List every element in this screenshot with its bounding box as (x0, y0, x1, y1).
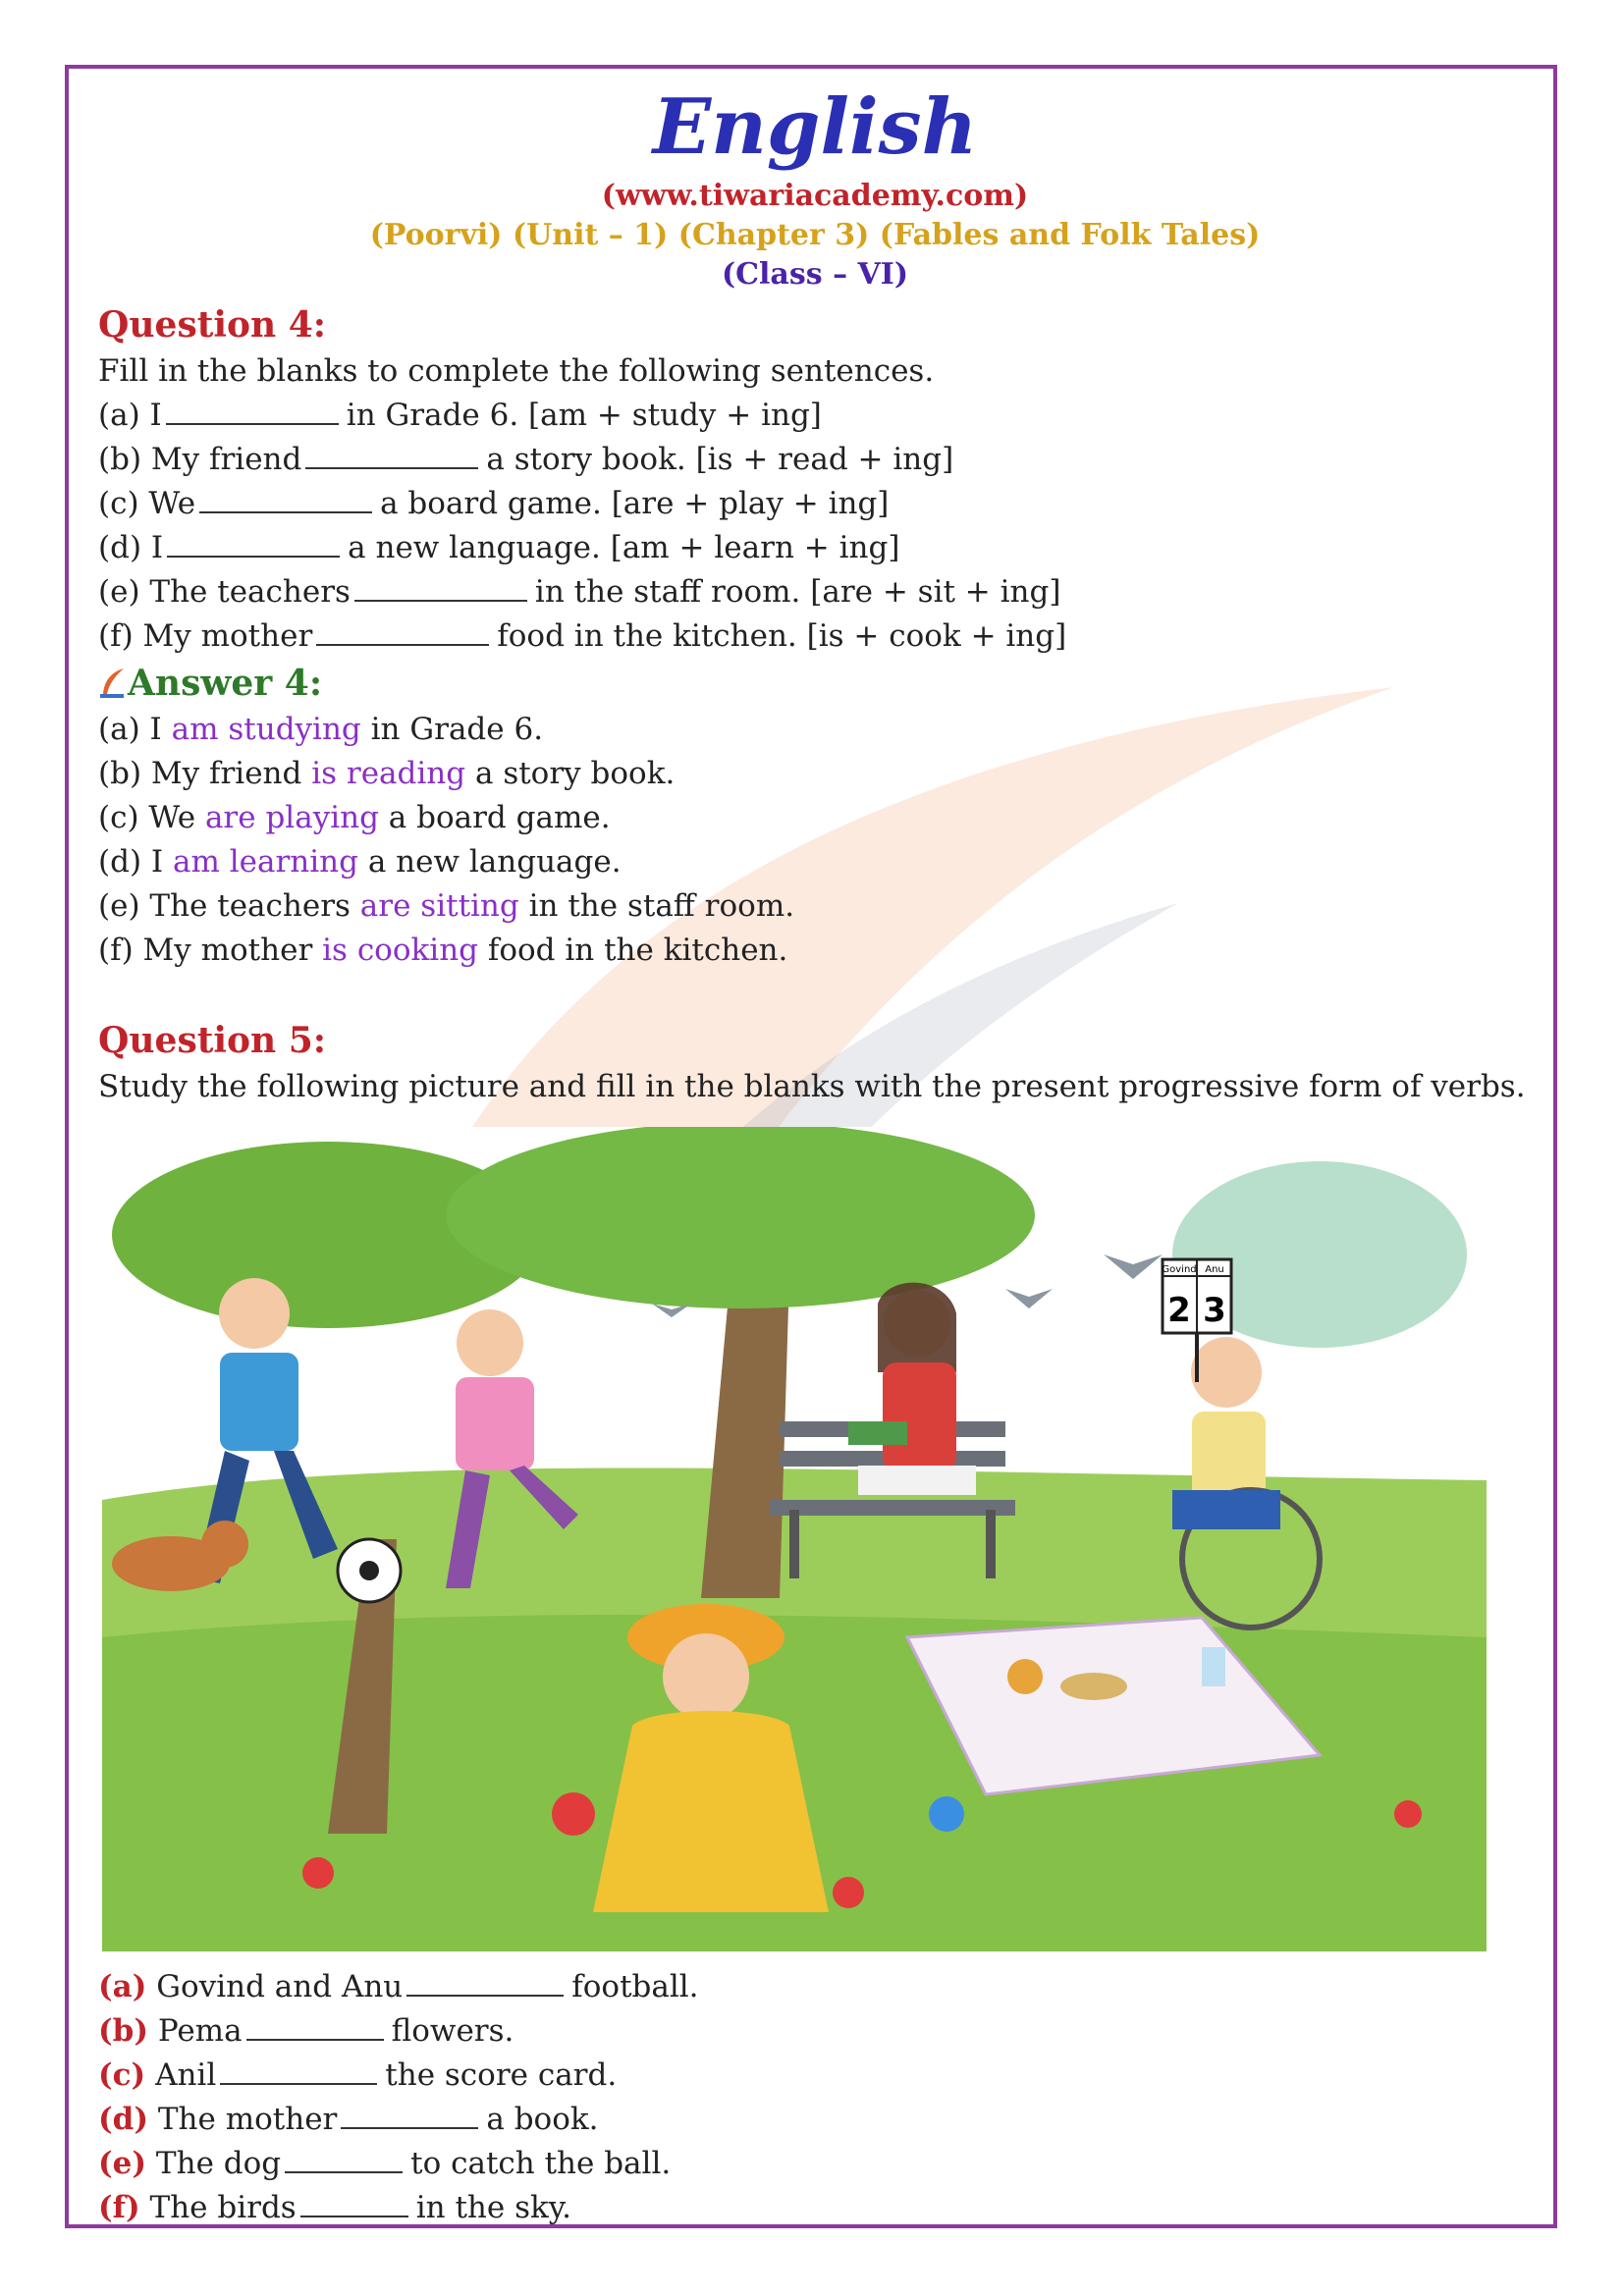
answer-highlight: is reading (311, 756, 466, 791)
question-4-item (98, 526, 1532, 570)
answer-prefix: (e) The teachers (98, 888, 360, 924)
answer-suffix: a board game. (378, 800, 611, 835)
question-4-heading: Question 4: (98, 304, 327, 346)
item-prefix: Govind and Anu (156, 1969, 404, 2004)
answer-highlight: are sitting (359, 888, 519, 924)
item-suffix: in the sky. (415, 2190, 572, 2225)
answer-highlight: is cooking (322, 933, 479, 968)
question-4-item (98, 438, 1532, 482)
item-suffix: in the staff room. [are + sit + ing] (534, 574, 1061, 610)
item-prefix: The dog (155, 2146, 282, 2181)
item-suffix: to catch the ball. (410, 2146, 672, 2181)
book (848, 1421, 907, 1445)
answer-highlight: am studying (171, 712, 361, 747)
answer-highlight: are playing (204, 800, 379, 835)
item-label: (b) (98, 2013, 149, 2049)
item-label: (e) (98, 2146, 147, 2181)
item-label: (f) (98, 2190, 140, 2225)
fill-blank (220, 2057, 377, 2085)
fill-blank (199, 486, 372, 513)
answer-prefix: (f) My mother (98, 933, 323, 968)
fill-blank (406, 1969, 564, 1997)
chapter-info: (Poorvi) (Unit – 1) (Chapter 3) (Fables and Folk Tales) (369, 218, 1261, 252)
answer-suffix: in the staff room. (518, 888, 795, 924)
flower (1394, 1800, 1422, 1828)
item-label: (c) (98, 2057, 146, 2093)
item-label: (d) (98, 2102, 149, 2137)
answer-4-item (98, 840, 1532, 884)
answer-4-item (98, 796, 1532, 840)
flower (302, 1857, 334, 1889)
answer-4-item (98, 929, 1532, 973)
item-prefix: The birds (149, 2190, 297, 2225)
answer-4-title: Answer 4: (128, 663, 323, 704)
answer-4-item (98, 708, 1532, 752)
question-5-instruction: Study the following picture and fill in the blanks with the present progressive form of verbs. (98, 1069, 1526, 1104)
question-4-item (98, 482, 1532, 526)
item-prefix: (c) We (98, 486, 196, 521)
answer-highlight: am learning (173, 844, 358, 880)
question-5-item (98, 2186, 1532, 2230)
question-4-item (98, 614, 1532, 659)
park-illustration (102, 1127, 1487, 1951)
answer-suffix: in Grade 6. (360, 712, 544, 747)
score-card-left-name: Govind (1162, 1264, 1197, 1275)
question-5-list (98, 1965, 1532, 2230)
fill-blank (300, 2190, 408, 2217)
website-link[interactable]: (www.tiwariacademy.com) (601, 179, 1029, 213)
anu-figure (457, 1309, 523, 1376)
fill-blank (316, 618, 489, 646)
item-suffix: a book. (486, 2102, 599, 2137)
item-suffix: a story book. [is + read + ing] (486, 442, 954, 477)
fill-blank (305, 442, 478, 469)
answer-4-item (98, 752, 1532, 796)
item-suffix: flowers. (391, 2013, 514, 2049)
answer-suffix: a story book. (465, 756, 676, 791)
item-suffix: a board game. [are + play + ing] (380, 486, 890, 521)
item-label: (a) (98, 1969, 147, 2004)
question-4-list (98, 394, 1532, 659)
item-prefix: (d) I (98, 530, 164, 565)
question-5-item (98, 2054, 1532, 2098)
page-content (98, 79, 1532, 2230)
item-prefix: (f) My mother (98, 618, 313, 654)
answer-4-heading (98, 659, 1532, 708)
item-prefix: (a) I (98, 398, 162, 433)
fill-blank (285, 2146, 403, 2173)
item-suffix: in Grade 6. [am + study + ing] (346, 398, 822, 433)
section-gap (98, 973, 1532, 1016)
score-card-right-name: Anu (1205, 1264, 1224, 1275)
fill-blank (167, 530, 340, 558)
score-card-left-score: 2 (1167, 1291, 1191, 1330)
item-prefix: (e) The teachers (98, 574, 351, 610)
item-suffix: the score card. (385, 2057, 618, 2093)
answer-suffix: a new language. (357, 844, 622, 880)
question-5-item (98, 2142, 1532, 2186)
question-4-instruction: Fill in the blanks to complete the following sentences. (98, 353, 935, 389)
item-suffix: a new language. [am + learn + ing] (348, 530, 900, 565)
answer-suffix: food in the kitchen. (478, 933, 788, 968)
answer-4-list (98, 708, 1532, 973)
item-suffix: football. (571, 1969, 699, 2004)
anil-figure (1191, 1337, 1262, 1408)
answer-prefix: (b) My friend (98, 756, 312, 791)
question-4-item (98, 394, 1532, 438)
answer-4-item (98, 884, 1532, 929)
pema-figure (663, 1633, 749, 1720)
question-5-heading: Question 5: (98, 1020, 327, 1061)
tree-canopy-right (446, 1127, 1035, 1308)
fill-blank (246, 2013, 384, 2041)
answer-prefix: (c) We (98, 800, 205, 835)
flower (929, 1796, 964, 1832)
fill-blank (354, 574, 527, 602)
page-title: English (652, 82, 978, 172)
class-info: (Class – VI) (721, 257, 909, 292)
govind-figure (219, 1278, 290, 1349)
fill-blank (166, 398, 339, 425)
answer-prefix: (a) I (98, 712, 172, 747)
item-prefix: (b) My friend (98, 442, 302, 477)
quill-pen-icon (98, 667, 128, 700)
item-prefix: Anil (155, 2057, 217, 2093)
flower (552, 1792, 595, 1836)
flower (833, 1877, 864, 1908)
fill-blank (341, 2102, 478, 2129)
answer-prefix: (d) I (98, 844, 173, 880)
question-5-item (98, 2009, 1532, 2054)
park-scene-svg (102, 1127, 1487, 1951)
item-suffix: food in the kitchen. [is + cook + ing] (497, 618, 1067, 654)
item-prefix: Pema (157, 2013, 243, 2049)
question-5-item (98, 1965, 1532, 2009)
item-prefix: The mother (157, 2102, 338, 2137)
score-card-right-score: 3 (1203, 1291, 1226, 1330)
question-5-item (98, 2098, 1532, 2142)
question-4-item (98, 570, 1532, 614)
